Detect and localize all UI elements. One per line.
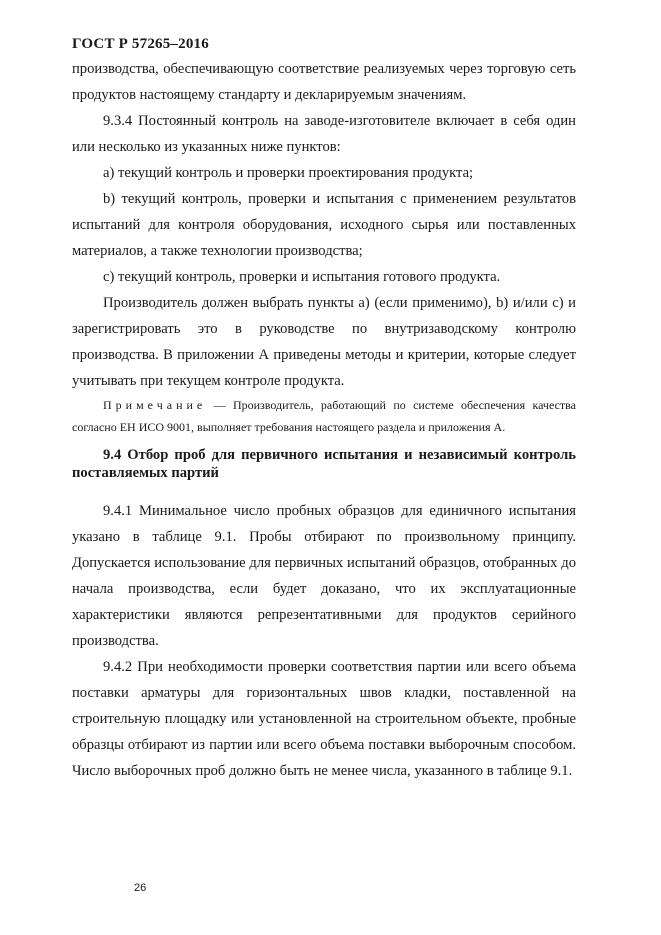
paragraph-9-4-1: 9.4.1 Минимальное число пробных образцов для единичного испытания указано в таблице 9.1. Пробы отбирают по произвольному принципу. Допускается использование для первичных испытаний образцов, отобранных до начала производства, если будет доказано, что их эксплуатационные характеристики являются репрезентативными для продуктов серийного производства. xyxy=(72,503,576,649)
list-item-b: b) текущий контроль, проверки и испытания с применением результатов испытаний для контроля оборудования, исходного сырья или поставленных материалов, а также технологии производства; xyxy=(72,191,576,259)
paragraph-continuation: производства, обеспечивающую соответствие реализуемых через торговую сеть продуктов настоящему стандарту и декларируемым значениям. xyxy=(72,61,576,103)
paragraph-9-3-4: 9.3.4 Постоянный контроль на заводе-изготовителе включает в себя один или несколько из указанных ниже пунктов: xyxy=(72,113,576,155)
note-text: — Производитель, работающий по системе обеспечения качества согласно ЕН ИСО 9001, выполняет требования настоящего раздела и приложения А. xyxy=(72,398,576,434)
paragraph-manufacturer-choice: Производитель должен выбрать пункты а) (если применимо), b) и/или с) и зарегистрировать это в руководстве по внутризаводскому контролю производства. В приложении А приведены методы и критерии, которые следует учитывать при текущем контроле продукта. xyxy=(72,295,576,389)
list-item-a: а) текущий контроль и проверки проектирования продукта; xyxy=(103,165,474,181)
paragraph-9-4-2: 9.4.2 При необходимости проверки соответствия партии или всего объема поставки арматуры для горизонтальных швов кладки, поставленной на строительную площадку или установленной на строительном объекте, пробные образцы отбирают из партии или всего объема поставки выборочным способом. Число выборочных проб должно быть не менее числа, указанного в таблице 9.1. xyxy=(72,659,576,779)
page-content xyxy=(72,56,576,784)
list-item-c: с) текущий контроль, проверки и испытания готового продукта. xyxy=(103,269,501,285)
page-number: 26 xyxy=(134,882,147,894)
note xyxy=(72,394,576,438)
note-label: Примечание xyxy=(103,398,207,412)
section-title-9-4: 9.4 Отбор проб для первичного испытания и независимый контроль поставляемых партий xyxy=(72,447,576,481)
document-header: ГОСТ Р 57265–2016 xyxy=(72,36,209,52)
